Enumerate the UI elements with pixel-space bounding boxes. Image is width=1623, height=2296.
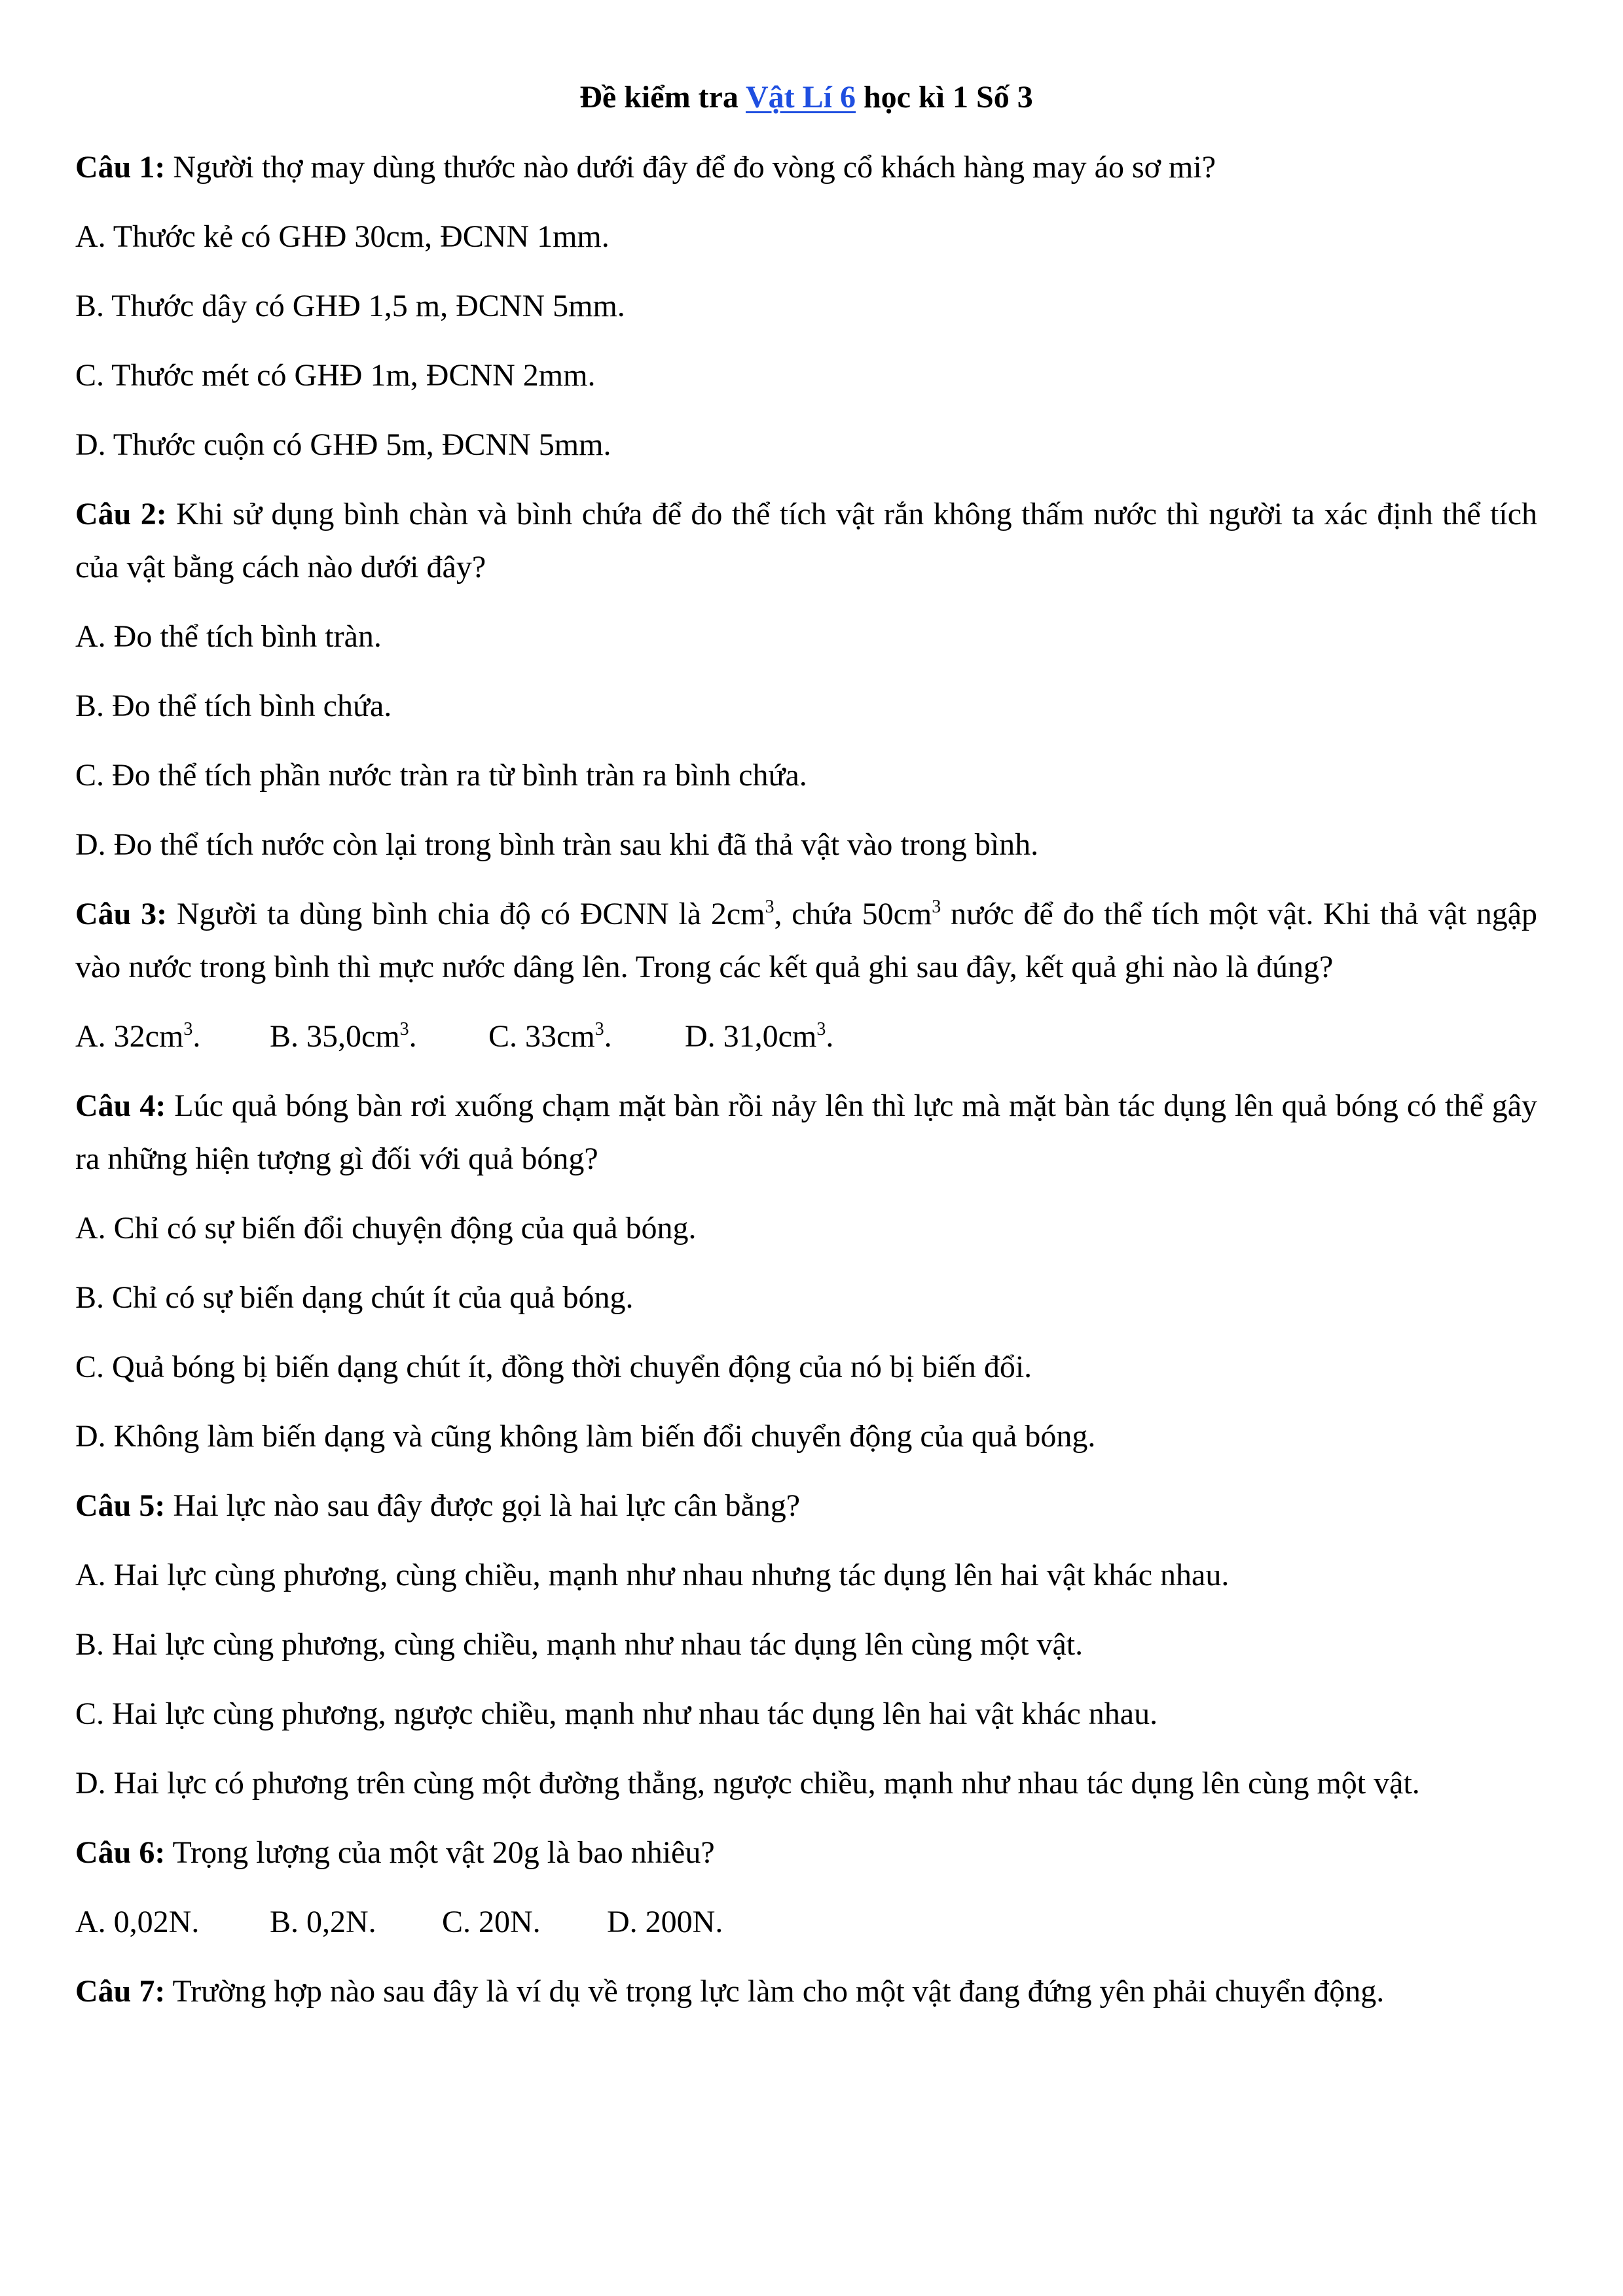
question-label: Câu 5: bbox=[75, 1488, 166, 1523]
question-7 bbox=[75, 1965, 1537, 2018]
option-end: . bbox=[192, 1019, 201, 1054]
option-b bbox=[270, 1010, 488, 1063]
superscript: 3 bbox=[932, 897, 941, 917]
option-d: D. Hai lực có phương trên cùng một đường thẳng, ngược chiều, mạnh như nhau tác dụng lên cùng một vật. bbox=[75, 1766, 1420, 1801]
question-label: Câu 2: bbox=[75, 497, 167, 531]
options-row bbox=[75, 1010, 1537, 1063]
option-c: C. Quả bóng bị biến dạng chút ít, đồng thời chuyển động của nó bị biến đổi. bbox=[75, 1350, 1032, 1384]
option-text: B. 35,0cm bbox=[270, 1019, 400, 1054]
option-c: C. Hai lực cùng phương, ngược chiều, mạnh như nhau tác dụng lên hai vật khác nhau. bbox=[75, 1696, 1158, 1731]
option-end: . bbox=[409, 1019, 417, 1054]
question-text-part: , chứa 50cm bbox=[774, 897, 932, 931]
option-c bbox=[488, 1010, 685, 1063]
question-text: Hai lực nào sau đây được gọi là hai lực cân bằng? bbox=[165, 1488, 801, 1523]
question-5 bbox=[75, 1479, 1537, 1532]
question-4 bbox=[75, 1079, 1537, 1185]
option-d: D. Đo thể tích nước còn lại trong bình tràn sau khi đã thả vật vào trong bình. bbox=[75, 827, 1039, 862]
option-text: D. 31,0cm bbox=[685, 1019, 817, 1054]
question-2 bbox=[75, 488, 1537, 594]
question-1 bbox=[75, 141, 1537, 194]
option-d: D. Không làm biến dạng và cũng không làm biến đổi chuyển động của quả bóng. bbox=[75, 1419, 1096, 1454]
option-c: C. Đo thể tích phần nước tràn ra từ bình tràn ra bình chứa. bbox=[75, 758, 807, 793]
question-text: Trọng lượng của một vật 20g là bao nhiêu? bbox=[165, 1835, 715, 1870]
options-row bbox=[75, 1895, 1537, 1948]
option-c: C. Thước mét có GHĐ 1m, ĐCNN 2mm. bbox=[75, 358, 596, 393]
question-text-part: nước để đo thể tích một vật. Khi thả vật ngập vào nước trong bình thì mực nước dâng lên. Trong các kết quả ghi sau đây, kết quả ghi nào là đúng? bbox=[75, 897, 1537, 984]
option-text: C. 33cm bbox=[488, 1019, 595, 1054]
option-a: A. Thước kẻ có GHĐ 30cm, ĐCNN 1mm. bbox=[75, 219, 610, 254]
option-a bbox=[75, 1010, 270, 1063]
page-title bbox=[75, 71, 1537, 124]
option-d bbox=[685, 1010, 833, 1063]
superscript: 3 bbox=[399, 1019, 409, 1039]
question-text: Lúc quả bóng bàn rơi xuống chạm mặt bàn rồi nảy lên thì lực mà mặt bàn tác dụng lên quả bóng có thể gây ra những hiện tượng gì đối với quả bóng? bbox=[75, 1088, 1538, 1176]
superscript: 3 bbox=[594, 1019, 604, 1039]
question-label: Câu 4: bbox=[75, 1088, 166, 1123]
option-b: B. Hai lực cùng phương, cùng chiều, mạnh như nhau tác dụng lên cùng một vật. bbox=[75, 1627, 1084, 1662]
question-label: Câu 1: bbox=[75, 150, 166, 185]
option-d: D. Thước cuộn có GHĐ 5m, ĐCNN 5mm. bbox=[75, 427, 611, 462]
question-3 bbox=[75, 888, 1537, 994]
option-c: C. 20N. bbox=[442, 1905, 541, 1939]
option-a: A. Hai lực cùng phương, cùng chiều, mạnh như nhau nhưng tác dụng lên hai vật khác nhau. bbox=[75, 1558, 1230, 1592]
option-a: A. Đo thể tích bình tràn. bbox=[75, 619, 382, 654]
title-prefix: Đề kiểm tra bbox=[579, 80, 746, 115]
option-d: D. 200N. bbox=[607, 1905, 723, 1939]
question-text: Trường hợp nào sau đây là ví dụ về trọng lực làm cho một vật đang đứng yên phải chuyển động. bbox=[165, 1974, 1385, 2009]
option-b: B. Thước dây có GHĐ 1,5 m, ĐCNN 5mm. bbox=[75, 289, 625, 323]
superscript: 3 bbox=[183, 1019, 193, 1039]
subject-link[interactable]: Vật Lí 6 bbox=[745, 80, 856, 115]
option-a: A. Chỉ có sự biến đổi chuyện động của quả bóng. bbox=[75, 1211, 697, 1246]
question-text: Khi sử dụng bình chàn và bình chứa để đo thể tích vật rắn không thấm nước thì người ta xác định thể tích của vật bằng cách nào dưới đây? bbox=[75, 497, 1538, 584]
option-b: B. 0,2N. bbox=[270, 1905, 376, 1939]
option-end: . bbox=[604, 1019, 612, 1054]
question-label: Câu 3: bbox=[75, 897, 168, 931]
question-6 bbox=[75, 1826, 1537, 1879]
question-label: Câu 6: bbox=[75, 1835, 166, 1870]
option-text: A. 32cm bbox=[75, 1019, 184, 1054]
question-text-part: Người ta dùng bình chia độ có ĐCNN là 2cm bbox=[167, 897, 765, 931]
option-a: A. 0,02N. bbox=[75, 1905, 200, 1939]
superscript: 3 bbox=[816, 1019, 826, 1039]
title-suffix: học kì 1 Số 3 bbox=[855, 80, 1033, 115]
option-end: . bbox=[826, 1019, 834, 1054]
superscript: 3 bbox=[765, 897, 775, 917]
option-b: B. Chỉ có sự biến dạng chút ít của quả bóng. bbox=[75, 1280, 634, 1315]
question-label: Câu 7: bbox=[75, 1974, 166, 2009]
option-b: B. Đo thể tích bình chứa. bbox=[75, 689, 392, 723]
question-text: Người thợ may dùng thước nào dưới đây để đo vòng cổ khách hàng may áo sơ mi? bbox=[165, 150, 1216, 185]
